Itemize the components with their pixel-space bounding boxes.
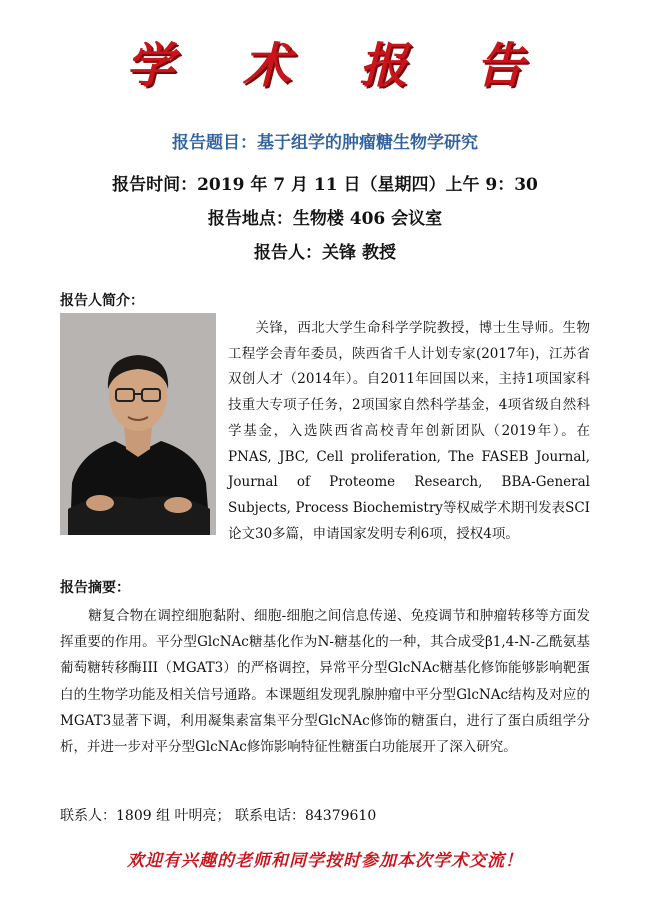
abstract-text (60, 603, 590, 760)
report-speaker: 报告人：关锋 教授 (254, 243, 396, 263)
welcome-footer: 欢迎有兴趣的老师和同学按时参加本次学术交流！ (127, 851, 523, 871)
bio-text (228, 316, 590, 547)
speaker-photo (60, 313, 216, 535)
bio-heading: 报告人简介： (60, 293, 144, 309)
report-time: 报告时间：2019 年 7 月 11 日（星期四）上午 9：30 (112, 175, 538, 195)
contact-info: 联系人：1809 组 叶明亮； 联系电话：84379610 (60, 808, 377, 824)
report-location: 报告地点：生物楼 406 会议室 (207, 209, 443, 229)
page-title: 学 术 报 告 (125, 38, 551, 94)
abstract-heading: 报告摘要： (60, 580, 130, 596)
report-topic: 报告题目：基于组学的肿瘤糖生物学研究 (172, 133, 478, 153)
bio-paragraph: 关锋，西北大学生命科学学院教授，博士生导师。生物工程学会青年委员，陕西省千人计划专家(2017年)，江苏省双创人才（2014年）。自2011年回国以来，主持1项国家科技重大专项子任务，2项国家自然科学基金，4项省级自然科学基金，入选陕西省高校青年创新团队（2019年）。在PNAS, JBC, Cell proliferation, The FASEB Journal, Journal of Proteome Research, BBA-General Subjects, Process Biochemistry等权威学术期刊发表SCI论文30多篇，申请国家发明专利6项，授权4项。 (228, 320, 590, 542)
abstract-paragraph: 糖复合物在调控细胞黏附、细胞-细胞之间信息传递、免疫调节和肿瘤转移等方面发挥重要的作用。平分型GlcNAc糖基化作为N-糖基化的一种，其合成受β1,4-N-乙酰氨基葡萄糖转移酶III（MGAT3）的严格调控，异常平分型GlcNAc糖基化修饰能够影响靶蛋白的生物学功能及相关信号通路。本课题组发现乳腺肿瘤中平分型GlcNAc结构及对应的MGAT3显著下调，利用凝集素富集平分型GlcNAc修饰的糖蛋白，进行了蛋白质组学分析，并进一步对平分型GlcNAc修饰影响特征性糖蛋白功能展开了深入研究。 (60, 608, 590, 756)
